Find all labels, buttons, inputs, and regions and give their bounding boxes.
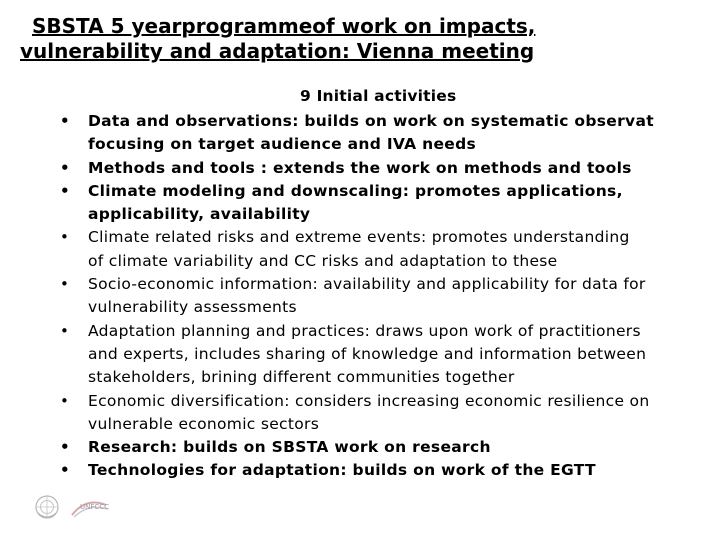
list-item (60, 320, 720, 390)
title-line-1: SBSTA 5 yearprogrammeof work on impacts, (32, 14, 536, 38)
item-line: applicability, availability (88, 205, 311, 224)
list-item (60, 157, 720, 180)
bullet-icon: • (60, 112, 70, 130)
item-line: Data and observations: builds on work on systematic observat (88, 112, 654, 130)
item-line: Climate related risks and extreme events: promotes understanding (88, 228, 630, 247)
item-line: stakeholders, brining different communities together (88, 368, 515, 387)
bullet-icon: • (60, 321, 70, 340)
bullet-icon: • (60, 158, 70, 177)
footer-logos (34, 493, 154, 523)
item-line: Methods and tools : extends the work on methods and tools (88, 158, 632, 177)
bullet-icon: • (60, 228, 70, 247)
list-item (60, 390, 720, 437)
list-item (60, 273, 720, 320)
logo-group (34, 493, 154, 523)
item-line: Economic diversification: considers increasing economic resilience on (88, 391, 650, 410)
item-line: Adaptation planning and practices: draws upon work of practitioners (88, 321, 641, 340)
unfccc-logo-icon (72, 503, 109, 517)
item-line: Technologies for adaptation: builds on work of the EGTT (88, 461, 596, 480)
item-line: Climate modeling and downscaling: promotes applications, (88, 181, 623, 200)
item-line: Research: builds on SBSTA work on research (88, 438, 491, 457)
logo-text: UNFCCC (80, 503, 110, 511)
list-item (60, 459, 720, 482)
bullet-icon: • (60, 181, 70, 200)
list-item (60, 436, 720, 459)
un-emblem-icon (36, 496, 58, 518)
item-line: of climate variability and CC risks and adaptation to these (88, 251, 558, 270)
item-line: vulnerable economic sectors (88, 414, 320, 433)
item-line: Socio-economic information: availability and applicability for data for (88, 275, 646, 294)
bullet-icon: • (60, 275, 70, 294)
subheading: 9 Initial activities (300, 87, 457, 105)
item-line: vulnerability assessments (88, 298, 297, 317)
item-line: and experts, includes sharing of knowledge and information between (88, 344, 647, 363)
activity-list (60, 110, 720, 483)
list-item (60, 180, 720, 227)
bullet-icon: • (60, 461, 70, 480)
slide-title (20, 14, 710, 64)
list-item (60, 110, 720, 157)
list-item (60, 226, 720, 273)
title-line-2: vulnerability and adaptation: Vienna meeting (20, 39, 535, 63)
bullet-icon: • (60, 391, 70, 410)
item-line: focusing on target audience and IVA needs (88, 135, 477, 154)
bullet-icon: • (60, 438, 70, 457)
